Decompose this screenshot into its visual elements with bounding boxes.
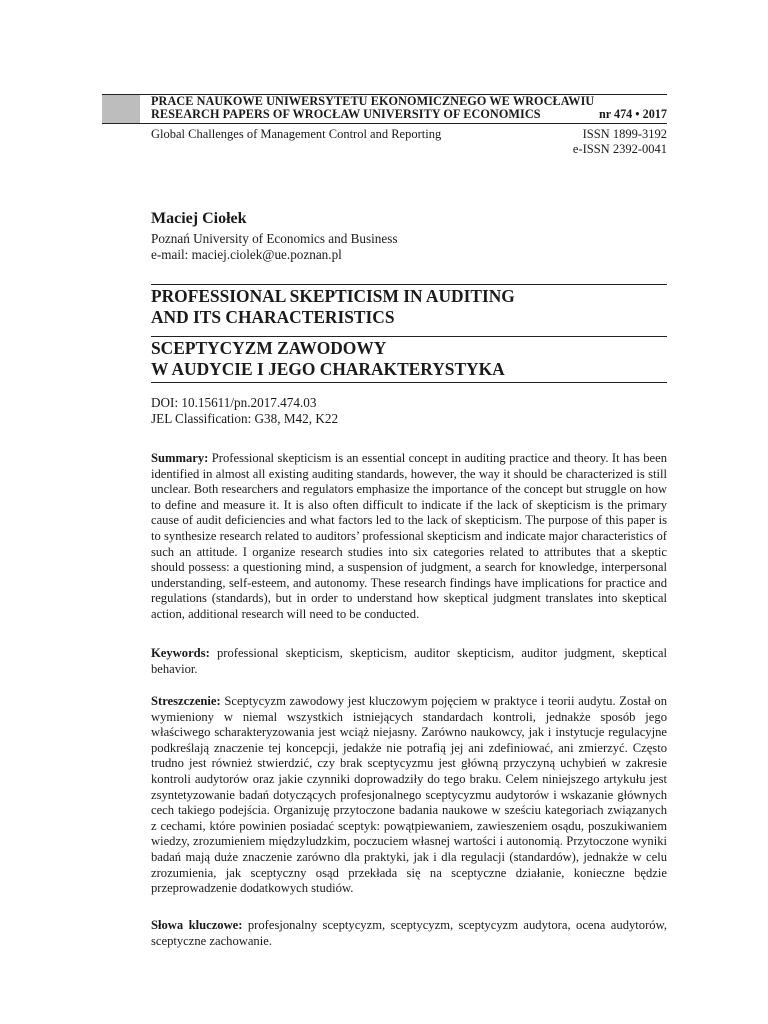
title-english-line-2: AND ITS CHARACTERISTICS — [151, 307, 395, 327]
title-english-line-1: PROFESSIONAL SKEPTICISM IN AUDITING — [151, 286, 515, 306]
title-english — [151, 286, 515, 328]
title-polish-line-2: W AUDYCIE I JEGO CHARAKTERYSTYKA — [151, 359, 505, 379]
keywords-text: professional skepticism, skepticism, auditor skepticism, auditor judgment, skeptical behavior. — [151, 646, 667, 676]
journal-name-en: RESEARCH PAPERS OF WROCŁAW UNIVERSITY OF ECONOMICS — [151, 107, 541, 121]
streszczenie-label: Streszczenie: — [151, 694, 221, 708]
author-name: Maciej Ciołek — [151, 210, 247, 227]
eissn: e-ISSN 2392-0041 — [572, 142, 667, 156]
issn: ISSN 1899-3192 — [582, 127, 667, 141]
header-bottom-rule — [102, 123, 667, 124]
streszczenie-paragraph — [151, 694, 667, 897]
identifiers — [151, 395, 338, 427]
title-bottom-rule — [151, 382, 667, 383]
slowa-kluczowe-paragraph — [151, 918, 667, 949]
slowa-kluczowe-text: profesjonalny sceptycyzm, sceptycyzm, sceptycyzm audytora, ocena audytorów, sceptyczne zachowanie. — [151, 918, 667, 948]
jel-classification: JEL Classification: G38, M42, K22 — [151, 411, 339, 426]
slowa-kluczowe-label: Słowa kluczowe: — [151, 918, 243, 932]
keywords-label: Keywords: — [151, 646, 210, 660]
journal-name-pl: PRACE NAUKOWE UNIWERSYTETU EKONOMICZNEGO WE WROCŁAWIU — [151, 94, 595, 108]
keywords-paragraph — [151, 646, 667, 677]
title-polish — [151, 338, 505, 380]
issn-block — [573, 127, 667, 157]
summary-label: Summary: — [151, 451, 209, 465]
journal-logo-box — [102, 95, 140, 123]
author-affiliation: Poznań University of Economics and Business — [151, 231, 398, 246]
doi: DOI: 10.15611/pn.2017.474.03 — [151, 395, 317, 410]
author-details — [151, 231, 398, 263]
summary-text: Professional skepticism is an essential concept in auditing practice and theory. It has been identified in almost all existing auditing standards, however, the way it should be characterized is still unclear. Both researchers and regulators emphasize the importance of the concept but struggle on how to define and measure it. It is also often difficult to indicate if the lack of skepticism is the primary cause of audit deficiencies and what factors led to the lack of skepticism. The purpose of this paper is to synthesize research related to auditors’ professional skepticism and indicate major characteristics of such an attitude. I organize research studies into six categories related to attributes that a skeptic should possess: a questioning mind, a suspension of judgment, a search for knowledge, interpersonal understanding, self-esteem, and autonomy. These research findings have implications for practice and regulations (standards), but in order to understand how skeptical judgment translates into skeptical action, additional research will need to be conducted. — [151, 451, 667, 621]
summary-paragraph — [151, 451, 667, 623]
title-middle-rule — [151, 336, 667, 337]
title-top-rule — [151, 284, 667, 285]
title-polish-line-1: SCEPTYCYZM ZAWODOWY — [151, 338, 387, 358]
series-title: Global Challenges of Management Control and Reporting — [151, 127, 442, 141]
author-email: e-mail: maciej.ciolek@ue.poznan.pl — [151, 247, 342, 262]
streszczenie-text: Sceptycyzm zawodowy jest kluczowym pojęciem w praktyce i teorii audytu. Został on wymieniony w niemal wszystkich istniejących standardach kontroli, jednakże sposób jego właściwego scharakteryzowania jest wciąż niejasny. Zarówno naukowcy, jak i instytucje regulacyjne podkreślają znaczenie tej koncepcji, jedakże nie potrafią jej ani zdefiniować, ani zmierzyć. Często trudno jest również stwierdzić, czy brak sceptycyzmu jest główną przyczyną uchybień w zakresie kontroli audytorów oraz jakie czynniki doprowadziły do tego braku. Celem niniejszego artykułu jest zsyntetyzowanie badań dotyczących profesjonalnego sceptycyzmu audytorów i wskazanie głównych cech takiego podejścia. Organizuję przytoczone badania naukowe w sześciu kategoriach związanych z cechami, które powinien posiadać sceptyk: powątpiewaniem, zawieszeniem osądu, poszukiwaniem wiedzy, zrozumieniem międzyludzkim, poczuciem własnej wartości i autonomią. Przytoczone wyniki badań mają duże znaczenie zarówno dla praktyki, jak i dla regulacji (standardów), jednakże w celu zrozumienia, jak sceptyczny osąd przekłada się na sceptyczne działanie, konieczne będzie przeprowadzenie dodatkowych studiów. — [151, 694, 667, 896]
issue-number: nr 474 • 2017 — [598, 107, 667, 121]
